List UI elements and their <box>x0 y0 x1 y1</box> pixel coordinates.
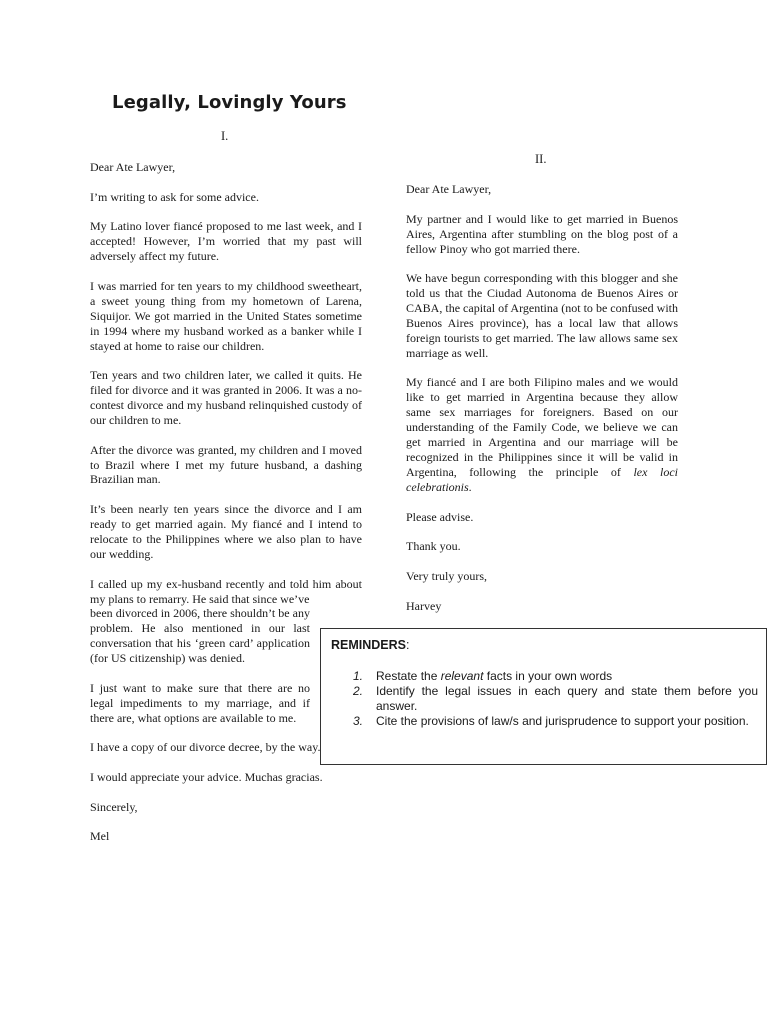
reminders-heading <box>331 638 410 653</box>
list-item <box>351 669 758 684</box>
paragraph: I would appreciate your advice. Muchas gracias. <box>90 770 323 785</box>
paragraph: Please advise. <box>406 509 474 524</box>
reminders-heading-text: REMINDERS <box>331 638 407 652</box>
list-item <box>351 714 758 729</box>
closing: Very truly yours, <box>406 568 487 583</box>
latin-term: lex loci celebrationis <box>406 464 678 494</box>
letter-2-numeral: II. <box>535 152 547 166</box>
paragraph: Ten years and two children later, we called it quits. He filed for divorce and it was granted in 2006. It was a no-contest divorce and my husband relinquished custody of our children to me. <box>90 368 362 427</box>
paragraph-end: . <box>468 479 472 494</box>
paragraph: After the divorce was granted, my children and I moved to Brazil where I met my future husband, a dashing Brazilian man. <box>90 442 362 487</box>
list-text: Cite the provisions of law/s and jurisprudence to support your position. <box>376 714 749 728</box>
reminders-heading-colon: : <box>406 638 410 652</box>
paragraph: I’m writing to ask for some advice. <box>90 189 259 204</box>
list-item <box>351 684 758 714</box>
paragraph: My partner and I would like to get married in Buenos Aires, Argentina after stumbling on the blog post of a fellow Pinoy who got married there. <box>406 211 678 256</box>
salutation: Dear Ate Lawyer, <box>90 160 176 174</box>
page-title: Legally, Lovingly Yours <box>112 92 347 113</box>
paragraph: We have begun corresponding with this blogger and she told us that the Ciudad Autonoma de Buenos Aires or CABA, the capital of Argentina (not to be confused with Buenos Aires province), has a local law that allows foreign tourists to get married. The law allows same sex marriage as well. <box>406 271 678 360</box>
list-text: Identify the legal issues in each query and state them before you answer. <box>376 684 758 713</box>
list-number: 2. <box>353 684 364 698</box>
reminders-box <box>320 628 767 765</box>
salutation: Dear Ate Lawyer, <box>406 182 492 196</box>
paragraph <box>406 375 678 494</box>
closing: Sincerely, <box>90 799 138 814</box>
list-text: Restate the <box>376 669 441 683</box>
letter-1-numeral: I. <box>221 129 229 143</box>
list-emphasis: relevant <box>440 669 484 683</box>
paragraph: I just want to make sure that there are no legal impediments to my marriage, and if there are, what options are available to me. <box>90 680 310 725</box>
paragraph: It’s been nearly ten years since the divorce and I am ready to get married again. My fiancé and I intend to relocate to the Philippines where we also plan to have our wedding. <box>90 502 362 561</box>
list-number: 1. <box>353 669 364 683</box>
signature: Mel <box>90 829 110 844</box>
paragraph: My Latino lover fiancé proposed to me last week, and I accepted! However, I’m worried that my past will adversely affect my future. <box>90 219 362 264</box>
reminders-list <box>351 669 758 729</box>
paragraph-line: been divorced in 2006, there shouldn’t be any problem. He also mentioned in our last conversation that his ‘green card’ application (for US citizenship) was denied. <box>90 606 310 666</box>
list-number: 3. <box>353 714 364 728</box>
paragraph: Thank you. <box>406 539 461 554</box>
paragraph: I have a copy of our divorce decree, by the way. <box>90 740 321 755</box>
paragraph-line: I called up my ex-husband recently and told him about my plans to remarry. He said that since we’ve <box>90 576 362 606</box>
letter-2 <box>406 182 678 628</box>
signature: Harvey <box>406 598 442 613</box>
paragraph-text: My fiancé and I are both Filipino males and we would like to get married in Argentina because they allow same sex marriages for foreigners. Based on our understanding of the Family Code, we believe we can get married in Argentina and our marriage will be recognized in the Philippines since it will be valid in Argentina, following the principle of <box>406 375 678 479</box>
paragraph: I was married for ten years to my childhood sweetheart, a sweet young thing from my hometown of Larena, Siquijor. We got married in the United States sometime in 1994 where my husband worked as a banker while I stayed at home to raise our children. <box>90 278 362 353</box>
list-text: facts in your own words <box>483 669 613 683</box>
